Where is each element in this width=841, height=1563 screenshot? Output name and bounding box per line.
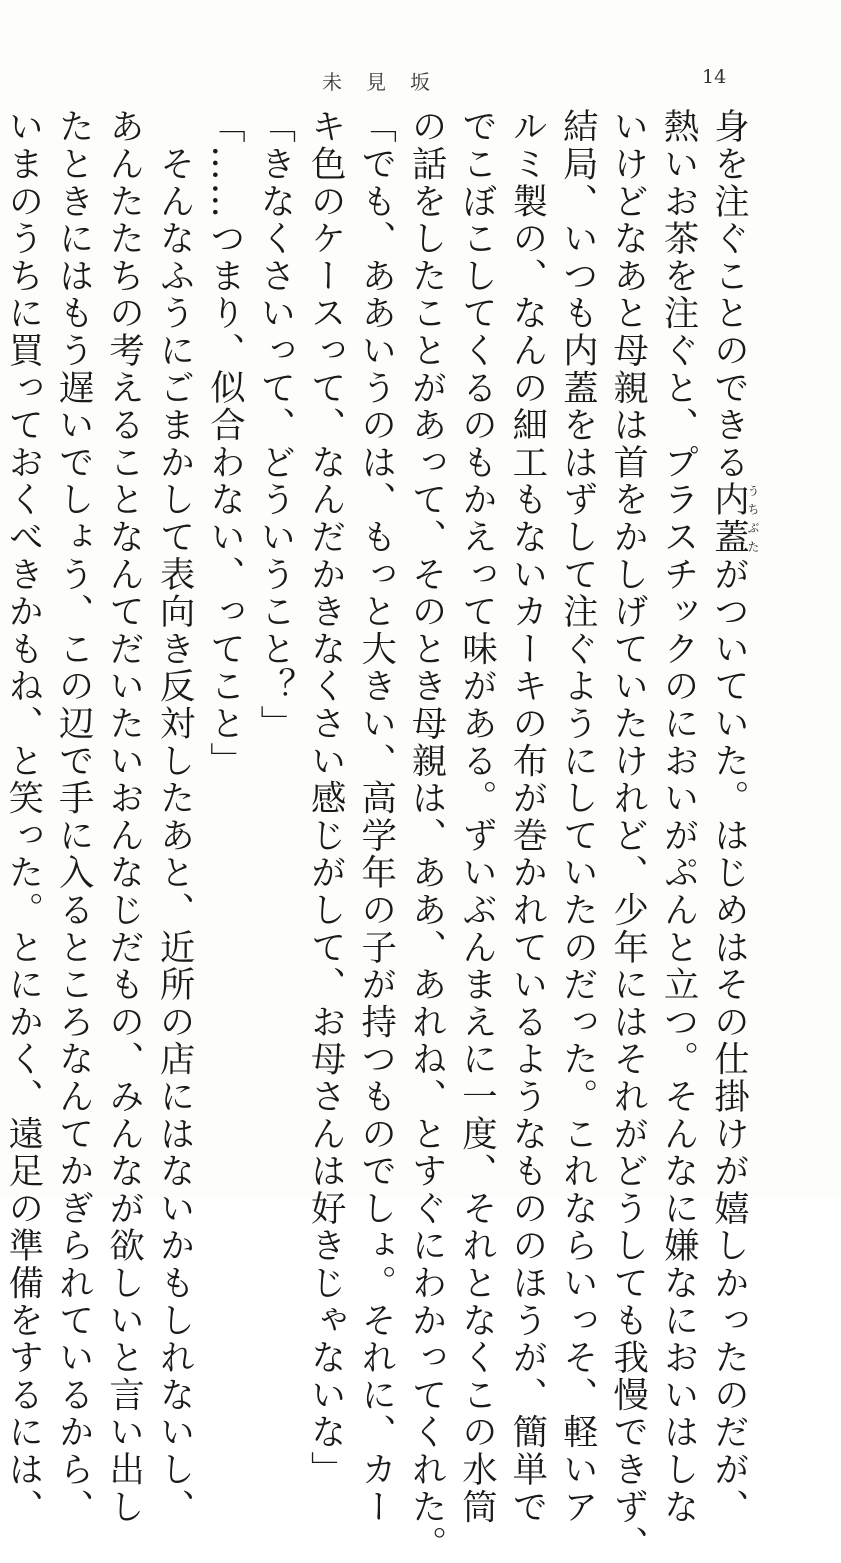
text-column-12: そんなふうにごまかして表向き反対したあと、近所の店にはないかもしれないし、 <box>154 108 196 1526</box>
ruby-base: 内蓋 <box>708 481 750 556</box>
page-number: 14 <box>702 66 727 88</box>
text-column-3: いけどなあと母親は首をかしげていたけれど、少年にはそれがどうしても我慢できず、 <box>607 108 649 1563</box>
text-column-7: の話をしたことがあって、そのとき母親は、ああ、あれね、とすぐにわかってくれた。 <box>406 108 448 1563</box>
ruby-reading: うちぶた <box>746 481 760 556</box>
text-column-9: キ色のケースって、なんだかきなくさい感じがして、お母さんは好きじゃないな」 <box>305 108 347 1489</box>
ruby-annotation <box>708 481 760 556</box>
text-column-1-rest: がついていた。はじめはその仕掛けが嬉しかったのだが、 <box>708 555 750 1526</box>
text-column-14: たときにはもう遅いでしょう、この辺で手に入るところなんてかぎられているから、 <box>53 108 95 1526</box>
text-column-11: 「……つまり、似合わない、ってこと」 <box>204 108 246 780</box>
text-column-1 <box>703 108 760 1526</box>
text-column-1-part: 身を注ぐことのできる <box>708 108 750 481</box>
text-column-2: 熱いお茶を注ぐと、プラスチックのにおいがぷんと立つ。そんなに嫌なにおいはしな <box>658 108 700 1526</box>
vertical-text-body <box>2 108 760 1563</box>
text-column-6: でこぼこしてくるのもかえって味がある。ずいぶんまえに一度、それとなくこの水筒 <box>456 108 498 1526</box>
text-column-5: ルミ製の、なんの細工もないカーキの布が巻かれているようなもののほうが、簡単で <box>506 108 548 1526</box>
text-column-10: 「きなくさいって、どういうこと？」 <box>254 108 296 743</box>
text-column-13: あんたたちの考えることなんてだいたいおんなじだもの、みんなが欲しいと言い出し <box>103 108 145 1526</box>
text-column-4: 結局、いつも内蓋をはずして注ぐようにしていたのだった。これならいっそ、軽いア <box>557 108 599 1526</box>
text-column-8: 「でも、ああいうのは、もっと大きい、高学年の子が持つものでしょ。それに、カー <box>355 108 397 1526</box>
running-title: 未見坂 <box>322 70 454 94</box>
text-column-15: いまのうちに買っておくべきかもね、と笑った。とにかく、遠足の準備をするには、 <box>2 108 44 1526</box>
